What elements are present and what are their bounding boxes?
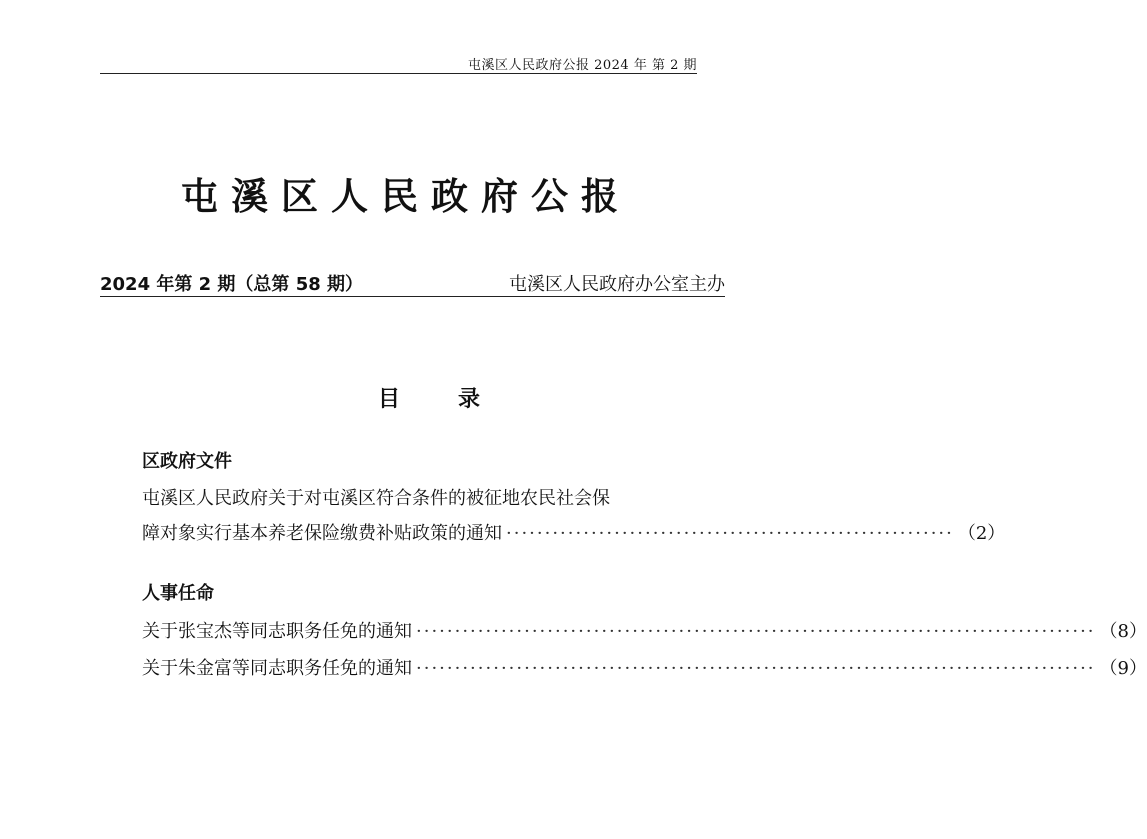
running-header: 屯溪区人民政府公报 2024 年 第 2 期 (467, 58, 697, 73)
toc-entry-1-text: 障对象实行基本养老保险缴费补贴政策的通知 (142, 523, 502, 544)
header-rule (100, 73, 697, 74)
issue-line (100, 270, 725, 298)
toc-entry-2-text: 关于张宝杰等同志职务任免的通知 (142, 621, 412, 642)
toc-entry-3-text: 关于朱金富等同志职务任免的通知 (142, 658, 412, 679)
publisher: 屯溪区人民政府办公室主办 (509, 274, 725, 295)
toc-heading: 目录 (377, 387, 538, 412)
issue-info: 2024 年第 2 期（总第 58 期） (100, 274, 364, 295)
bulletin-title: 屯溪区人民政府公报 (181, 175, 631, 218)
toc-entry-3[interactable] (142, 654, 1147, 682)
leader-dots: ························································································ (416, 621, 1096, 642)
toc-entry-1-line-2[interactable] (142, 519, 1006, 547)
toc-entry-1-page: （2） (957, 523, 1006, 544)
issue-rule (100, 296, 725, 297)
leader-dots: ························································································ (416, 658, 1096, 679)
toc-entry-2[interactable] (142, 617, 1147, 645)
leader-dots: ·························································· (506, 523, 954, 544)
toc-entry-3-page: （9） (1099, 658, 1147, 679)
toc-entry-2-page: （8） (1099, 621, 1147, 642)
section-title-government-documents: 区政府文件 (142, 451, 232, 472)
section-title-personnel-appointments: 人事任命 (142, 583, 214, 604)
toc-entry-1-line-1[interactable]: 屯溪区人民政府关于对屯溪区符合条件的被征地农民社会保 (142, 488, 610, 509)
